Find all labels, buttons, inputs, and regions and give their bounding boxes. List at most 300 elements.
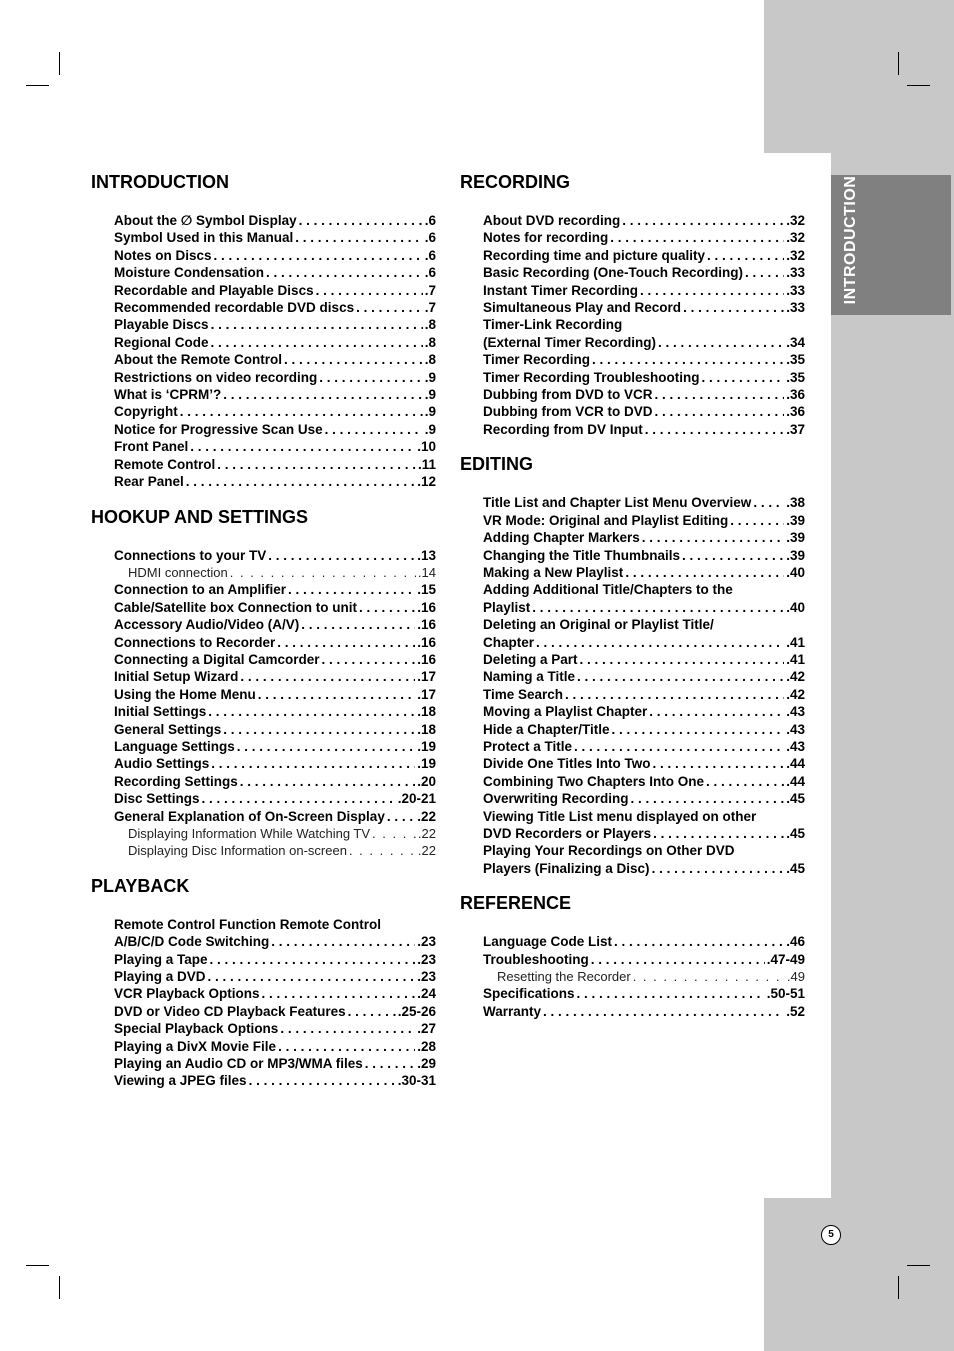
dot-leader: [610, 229, 784, 246]
toc-entry[interactable]: [114, 1055, 436, 1072]
entry-title: Restrictions on video recording: [114, 369, 318, 385]
toc-entry[interactable]: [483, 599, 805, 616]
toc-entry[interactable]: [483, 686, 805, 703]
entry-title: What is ‘CPRM’?: [114, 387, 222, 403]
toc-entry[interactable]: [114, 421, 436, 438]
entry-page: .9: [424, 404, 436, 420]
toc-entry[interactable]: [114, 264, 436, 281]
entry-title: Dubbing from DVD to VCR: [483, 387, 653, 403]
toc-entry[interactable]: [483, 547, 805, 564]
entry-title: Recordable and Playable Discs: [114, 282, 314, 298]
entry-title: Adding Additional Title/Chapters to the: [483, 582, 733, 598]
entry-title: Copyright: [114, 404, 178, 420]
entry-title: Combining Two Chapters Into One: [483, 773, 704, 789]
entry-page: .23: [417, 969, 436, 985]
section-tab-label: INTRODUCTION: [842, 175, 859, 305]
toc-section: [91, 505, 436, 860]
entry-page: .45: [786, 826, 805, 841]
entry-page: .47-49: [766, 951, 805, 967]
entry-title: Notice for Progressive Scan Use: [114, 421, 323, 437]
entry-title: Audio Settings: [114, 756, 210, 772]
entry-title: Simultaneous Play and Record: [483, 300, 682, 316]
entry-page: .36: [786, 404, 805, 420]
toc-entry[interactable]: [483, 264, 805, 281]
section-heading: REFERENCE: [460, 893, 572, 914]
toc-subentry[interactable]: [128, 825, 436, 842]
entry-page: .6: [424, 247, 436, 263]
entry-page: .16: [417, 617, 436, 633]
entry-page: .30-31: [397, 1073, 436, 1089]
dot-leader: [240, 668, 415, 685]
toc-entry[interactable]: [483, 229, 805, 246]
entry-title: About DVD recording: [483, 213, 621, 228]
crop-mark: [26, 1265, 49, 1266]
dot-leader: [223, 721, 415, 738]
entry-page: .23: [417, 951, 436, 967]
dot-leader: [295, 229, 422, 246]
entry-page: .29: [417, 1056, 436, 1072]
toc-section: [460, 452, 805, 877]
dot-leader: [258, 686, 415, 703]
entry-page: .33: [786, 282, 805, 298]
dot-leader: [237, 738, 415, 755]
dot-leader: [753, 494, 784, 511]
toc-section: [460, 891, 805, 1020]
entry-title: Playlist: [483, 599, 531, 615]
toc-entry[interactable]: [114, 1003, 436, 1020]
entry-title: Warranty: [483, 1003, 542, 1019]
entry-title: Hide a Chapter/Title: [483, 721, 610, 737]
entry-title: VR Mode: Original and Playlist Editing: [483, 512, 729, 528]
dot-leader: [625, 564, 784, 581]
entry-page: .37: [786, 421, 805, 437]
dot-leader: [316, 282, 423, 299]
dot-leader: [266, 264, 423, 281]
entry-title: Resetting the Recorder: [497, 969, 631, 985]
entry-page: .35: [786, 352, 805, 368]
toc-entry[interactable]: [114, 985, 436, 1002]
toc-entry[interactable]: [483, 755, 805, 772]
entry-title: Dubbing from VCR to DVD: [483, 404, 653, 420]
dot-leader: [565, 686, 784, 703]
entry-title: HDMI connection: [128, 564, 228, 580]
entry-title: Front Panel: [114, 439, 189, 455]
toc-subentry[interactable]: [128, 842, 436, 859]
entry-title: Deleting a Part: [483, 651, 578, 667]
dot-leader: [614, 933, 784, 950]
entry-title: General Settings: [114, 721, 222, 737]
entry-page: .39: [786, 530, 805, 546]
dot-leader: [223, 386, 422, 403]
toc-entry[interactable]: [114, 773, 436, 790]
toc-entry[interactable]: [114, 599, 436, 616]
toc-right-column: [460, 170, 805, 1034]
dot-leader: [211, 316, 423, 333]
crop-mark: [907, 1265, 930, 1266]
entry-title: Initial Setup Wizard: [114, 669, 239, 685]
entry-title: Chapter: [483, 634, 535, 650]
toc-entry[interactable]: [483, 790, 805, 807]
entry-title: Changing the Title Thumbnails: [483, 547, 681, 563]
entry-page: .18: [417, 721, 436, 737]
toc-entry[interactable]: [483, 634, 805, 651]
entry-page: .42: [786, 686, 805, 702]
entry-title: Troubleshooting: [483, 951, 589, 967]
dot-leader: [622, 212, 784, 229]
entry-page: .16: [417, 651, 436, 667]
crop-mark: [59, 1276, 60, 1299]
toc-entry[interactable]: [114, 1038, 436, 1055]
dot-leader: [652, 860, 785, 877]
entry-title: Playing a DVD: [114, 969, 206, 985]
toc-entry[interactable]: [483, 299, 805, 316]
dot-leader: [702, 369, 785, 386]
entry-title: Notes on Discs: [114, 247, 212, 263]
dot-leader: [268, 547, 415, 564]
toc-entry[interactable]: [483, 564, 805, 581]
toc-entry[interactable]: [114, 547, 436, 564]
toc-entry[interactable]: [114, 651, 436, 668]
toc-entry[interactable]: [114, 738, 436, 755]
entry-title: Recording Settings: [114, 773, 238, 789]
entry-page: .39: [786, 512, 805, 528]
dot-leader: [543, 1003, 784, 1020]
section-tab: [831, 175, 951, 315]
dot-leader: [190, 438, 415, 455]
entry-title: Accessory Audio/Video (A/V): [114, 617, 300, 633]
entry-title: Recording time and picture quality: [483, 247, 706, 263]
toc-entry[interactable]: [483, 247, 805, 264]
entry-title: Moisture Condensation: [114, 265, 265, 281]
toc-entry[interactable]: [483, 985, 805, 1002]
entry-title: (External Timer Recording): [483, 334, 657, 350]
toc-subentry[interactable]: [497, 968, 805, 985]
entry-page: .46: [786, 934, 805, 950]
toc-entry[interactable]: [483, 842, 805, 859]
entry-page: .8: [424, 317, 436, 333]
toc-entry[interactable]: [483, 494, 805, 511]
toc-entry[interactable]: [114, 703, 436, 720]
entry-title: Moving a Playlist Chapter: [483, 704, 648, 720]
toc-entry[interactable]: [114, 334, 436, 351]
toc-entry[interactable]: [483, 421, 805, 438]
toc-entry[interactable]: [483, 351, 805, 368]
entry-title: Special Playback Options: [114, 1021, 279, 1037]
dot-leader: [240, 773, 415, 790]
margin-band-bottom: [764, 1198, 954, 1351]
entry-title: Regional Code: [114, 334, 209, 350]
entry-page: .22: [417, 843, 436, 859]
entry-page: .14: [417, 564, 436, 580]
dot-leader: [683, 299, 784, 316]
entry-title: Remote Control Function Remote Control: [114, 916, 381, 932]
entry-title: VCR Playback Options: [114, 986, 260, 1002]
dot-leader: [211, 334, 423, 351]
toc-left-column: [91, 170, 436, 1104]
toc-entry[interactable]: [114, 686, 436, 703]
entry-page: .32: [786, 247, 805, 263]
entry-page: .39: [786, 547, 805, 563]
dot-leader: [649, 703, 784, 720]
dot-leader: [640, 282, 784, 299]
toc-entry[interactable]: [114, 634, 436, 651]
entry-title: Making a New Playlist: [483, 564, 624, 580]
entry-page: .18: [417, 704, 436, 720]
dot-leader: [262, 985, 416, 1002]
toc-entry[interactable]: [483, 512, 805, 529]
dot-leader: [348, 1003, 396, 1020]
toc-entry[interactable]: [483, 951, 805, 968]
entry-title: Connections to your TV: [114, 547, 267, 563]
entry-page: .43: [786, 704, 805, 720]
entry-title: Disc Settings: [114, 791, 200, 807]
entry-title: Using the Home Menu: [114, 686, 256, 702]
entry-page: .44: [786, 773, 805, 789]
toc-entry[interactable]: [483, 825, 805, 842]
toc-entry[interactable]: [483, 1003, 805, 1020]
entry-page: .17: [417, 669, 436, 685]
toc-entry[interactable]: [114, 247, 436, 264]
dot-leader: [217, 456, 416, 473]
entry-page: .9: [424, 421, 436, 437]
dot-leader: [359, 599, 415, 616]
entry-page: .20-21: [397, 791, 436, 807]
toc-entry[interactable]: [114, 916, 436, 933]
entry-page: .9: [424, 369, 436, 385]
entry-page: .33: [786, 300, 805, 316]
entry-title: Basic Recording (One-Touch Recording): [483, 265, 744, 281]
entry-page: .32: [786, 230, 805, 246]
entry-page: .16: [417, 634, 436, 650]
section-heading: PLAYBACK: [91, 875, 190, 896]
entry-title: Language Code List: [483, 934, 613, 950]
toc-entry[interactable]: [483, 616, 805, 633]
dot-leader: [211, 755, 415, 772]
entry-page: .15: [417, 582, 436, 598]
toc-entry[interactable]: [483, 808, 805, 825]
dot-leader: [577, 668, 784, 685]
entry-page: .25-26: [397, 1003, 436, 1019]
toc-subentry[interactable]: [128, 564, 436, 581]
entry-title: Recommended recordable DVD discs: [114, 300, 355, 316]
entry-title: Specifications: [483, 986, 575, 1002]
entry-page: .41: [786, 651, 805, 667]
entry-page: .45: [786, 791, 805, 807]
toc-entry[interactable]: [114, 1020, 436, 1037]
toc-entry[interactable]: [114, 212, 436, 229]
toc-entry[interactable]: [114, 668, 436, 685]
toc-entry[interactable]: [114, 473, 436, 490]
dot-leader: [208, 968, 416, 985]
entry-page: .33: [786, 265, 805, 281]
entry-page: .20: [417, 773, 436, 789]
dot-leader: [577, 985, 765, 1002]
toc-entry[interactable]: [114, 581, 436, 598]
toc-entry[interactable]: [114, 369, 436, 386]
dot-leader: [706, 773, 784, 790]
entry-page: .52: [786, 1003, 805, 1019]
toc-entry[interactable]: [483, 738, 805, 755]
entry-title: Playable Discs: [114, 317, 209, 333]
dot-leader: [592, 351, 784, 368]
toc-entry[interactable]: [483, 668, 805, 685]
toc-entry[interactable]: [114, 968, 436, 985]
entry-title: Playing a Tape: [114, 951, 208, 967]
toc-entry[interactable]: [483, 212, 805, 229]
entry-page: .12: [417, 474, 436, 490]
entry-page: .22: [417, 826, 436, 841]
toc-entry[interactable]: [114, 282, 436, 299]
toc-entry[interactable]: [114, 438, 436, 455]
entry-title: Connections to Recorder: [114, 634, 276, 650]
section-heading: EDITING: [460, 454, 534, 475]
page-number: 5: [821, 1225, 841, 1245]
entry-page: .23: [417, 934, 436, 950]
toc-entry[interactable]: [114, 790, 436, 807]
toc-entry[interactable]: [483, 773, 805, 790]
entry-title: Playing a DivX Movie File: [114, 1038, 277, 1054]
entry-page: .49: [786, 969, 805, 985]
entry-page: .44: [786, 756, 805, 772]
toc-entry[interactable]: [483, 860, 805, 877]
toc-entry[interactable]: [114, 1072, 436, 1089]
entry-title: Displaying Disc Information on-screen: [128, 843, 347, 859]
dot-leader: [208, 703, 415, 720]
entry-title: Displaying Information While Watching TV: [128, 826, 371, 841]
dot-leader: [532, 599, 784, 616]
entry-page: .45: [786, 860, 805, 876]
toc-entry[interactable]: [483, 529, 805, 546]
dot-leader: [271, 933, 415, 950]
dot-leader: [325, 421, 423, 438]
entry-title: Rear Panel: [114, 474, 184, 490]
dot-leader: [654, 403, 784, 420]
entry-page: .35: [786, 369, 805, 385]
toc-entry[interactable]: [114, 456, 436, 473]
entry-page: .42: [786, 669, 805, 685]
entry-page: .32: [786, 213, 805, 228]
dot-leader: [730, 512, 784, 529]
entry-title: Playing an Audio CD or MP3/WMA files: [114, 1056, 363, 1072]
crop-mark: [898, 1276, 899, 1299]
toc-entry[interactable]: [483, 721, 805, 738]
entry-page: .13: [417, 547, 436, 563]
dot-leader: [645, 421, 784, 438]
toc-section: [91, 874, 436, 1090]
dot-leader: [612, 721, 785, 738]
toc-entry[interactable]: [114, 933, 436, 950]
toc-entry[interactable]: [114, 951, 436, 968]
entry-page: .10: [417, 439, 436, 455]
toc-section: [91, 170, 436, 491]
toc-entry[interactable]: [114, 351, 436, 368]
section-heading: INTRODUCTION: [91, 172, 229, 192]
toc-entry[interactable]: [114, 616, 436, 633]
toc-entry[interactable]: [114, 316, 436, 333]
dot-leader: [180, 403, 423, 420]
entry-title: Initial Settings: [114, 704, 207, 720]
toc-entry[interactable]: [114, 386, 436, 403]
dot-leader: [536, 634, 784, 651]
toc-entry[interactable]: [483, 581, 805, 598]
dot-leader: [319, 369, 422, 386]
entry-title: Title List and Chapter List Menu Overview: [483, 495, 752, 511]
entry-title: About the Remote Control: [114, 352, 282, 368]
section-heading: HOOKUP AND SETTINGS: [91, 506, 309, 527]
entry-page: .6: [424, 213, 436, 228]
dot-leader: [230, 564, 416, 581]
toc-entry[interactable]: [114, 229, 436, 246]
toc-entry[interactable]: [483, 386, 805, 403]
toc-entry[interactable]: [483, 334, 805, 351]
toc-entry[interactable]: [114, 721, 436, 738]
entry-title: Time Search: [483, 686, 564, 702]
entry-page: .9: [424, 387, 436, 403]
entry-page: .19: [417, 738, 436, 754]
toc-entry[interactable]: [483, 703, 805, 720]
entry-title: General Explanation of On-Screen Display: [114, 808, 385, 824]
dot-leader: [299, 212, 423, 229]
toc-entry[interactable]: [114, 755, 436, 772]
dot-leader: [631, 790, 785, 807]
dot-leader: [653, 755, 785, 772]
dot-leader: [280, 1020, 415, 1037]
toc-entry[interactable]: [483, 369, 805, 386]
toc-entry[interactable]: [483, 403, 805, 420]
dot-leader: [633, 968, 785, 985]
dot-leader: [356, 299, 423, 316]
entry-page: .7: [424, 282, 436, 298]
entry-page: .22: [417, 808, 436, 824]
entry-title: A/B/C/D Code Switching: [114, 934, 270, 950]
entry-page: .43: [786, 738, 805, 754]
margin-band-top: [764, 0, 954, 153]
dot-leader: [322, 651, 416, 668]
entry-title: Divide One Titles Into Two: [483, 756, 651, 772]
entry-title: Recording from DV Input: [483, 421, 643, 437]
toc-entry[interactable]: [483, 651, 805, 668]
dot-leader: [642, 529, 784, 546]
entry-page: .6: [424, 265, 436, 281]
crop-mark: [907, 85, 930, 86]
toc-entry[interactable]: [483, 933, 805, 950]
entry-page: .43: [786, 721, 805, 737]
dot-leader: [349, 842, 416, 859]
dot-leader: [249, 1072, 396, 1089]
entry-page: .41: [786, 634, 805, 650]
crop-mark: [26, 85, 49, 86]
toc-entry[interactable]: [114, 808, 436, 825]
entry-page: .38: [786, 495, 805, 511]
toc-entry[interactable]: [483, 282, 805, 299]
entry-page: .36: [786, 387, 805, 403]
entry-title: Connection to an Amplifier: [114, 582, 286, 598]
dot-leader: [580, 651, 785, 668]
toc-entry[interactable]: [483, 316, 805, 333]
toc-section: [460, 170, 805, 438]
dot-leader: [707, 247, 784, 264]
toc-entry[interactable]: [114, 403, 436, 420]
entry-title: Cable/Satellite box Connection to unit: [114, 599, 358, 615]
entry-title: Instant Timer Recording: [483, 282, 639, 298]
entry-title: DVD Recorders or Players: [483, 826, 652, 841]
dot-leader: [372, 825, 416, 842]
entry-title: Naming a Title: [483, 669, 576, 685]
dot-leader: [387, 808, 415, 825]
toc-entry[interactable]: [114, 299, 436, 316]
entry-page: .11: [417, 456, 436, 472]
entry-title: Viewing a JPEG files: [114, 1073, 247, 1089]
